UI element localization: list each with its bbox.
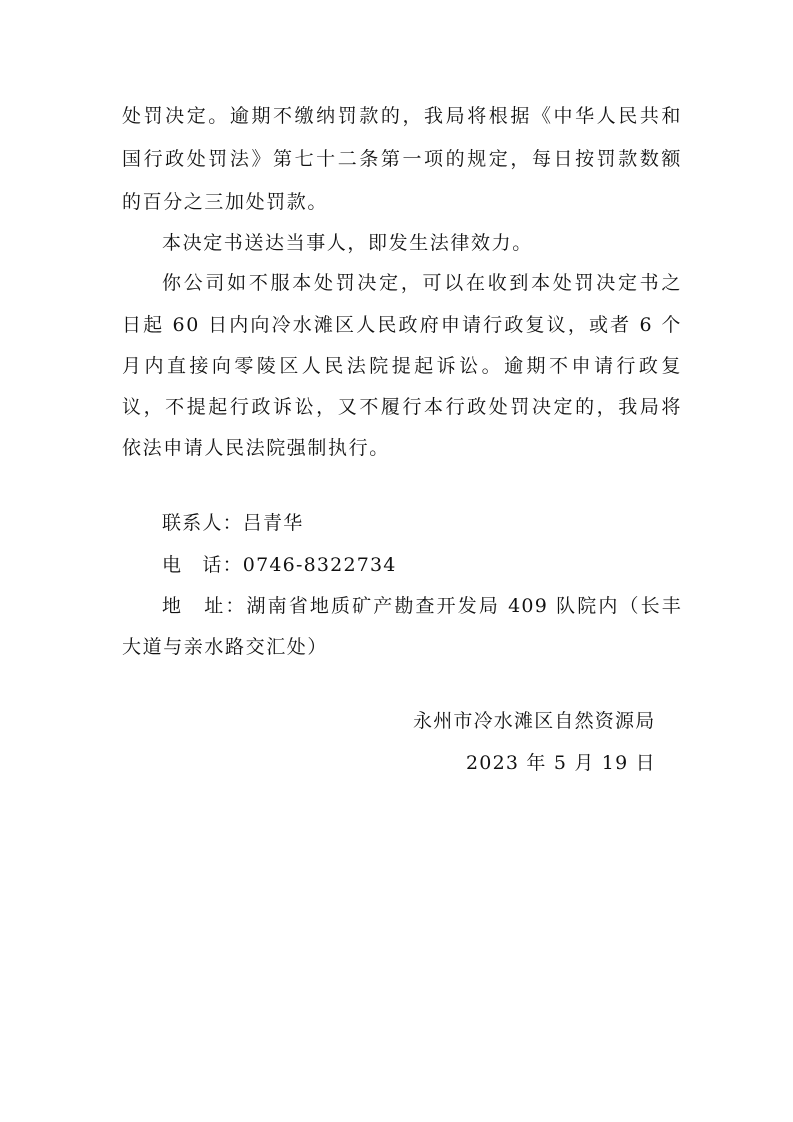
paragraph-3-line-3: 月内直接向零陵区人民法院提起诉讼。逾期不申请行政复 [122, 355, 682, 377]
paragraph-1-line-2: 国行政处罚法》第七十二条第一项的规定，每日按罚款数额 [122, 148, 682, 170]
paragraph-1-line-1: 处罚决定。逾期不缴纳罚款的，我局将根据《中华人民共和 [122, 105, 682, 127]
paragraph-3-line-2: 日起 60 日内向冷水滩区人民政府申请行政复议，或者 6 个 [122, 314, 682, 336]
signature-date: 2023 年 5 月 19 日 [466, 752, 656, 774]
paragraph-3-line-5: 依法申请人民法院强制执行。 [122, 437, 390, 459]
contact-address-line-2: 大道与亲水路交汇处） [122, 636, 329, 658]
paragraph-1-line-3: 的百分之三加处罚款。 [122, 191, 329, 213]
contact-phone: 电 话：0746-8322734 [162, 554, 397, 576]
paragraph-2-line-1: 本决定书送达当事人，即发生法律效力。 [162, 232, 533, 254]
contact-person: 联系人：吕青华 [162, 512, 304, 534]
signature-organization: 永州市冷水滩区自然资源局 [413, 710, 656, 732]
paragraph-3-line-4: 议，不提起行政诉讼，又不履行本行政处罚决定的，我局将 [122, 396, 682, 418]
paragraph-3-line-1: 你公司如不服本处罚决定，可以在收到本处罚决定书之 [162, 272, 682, 294]
contact-address-line-1: 地 址：湖南省地质矿产勘查开发局 409 队院内（长丰 [162, 595, 682, 617]
